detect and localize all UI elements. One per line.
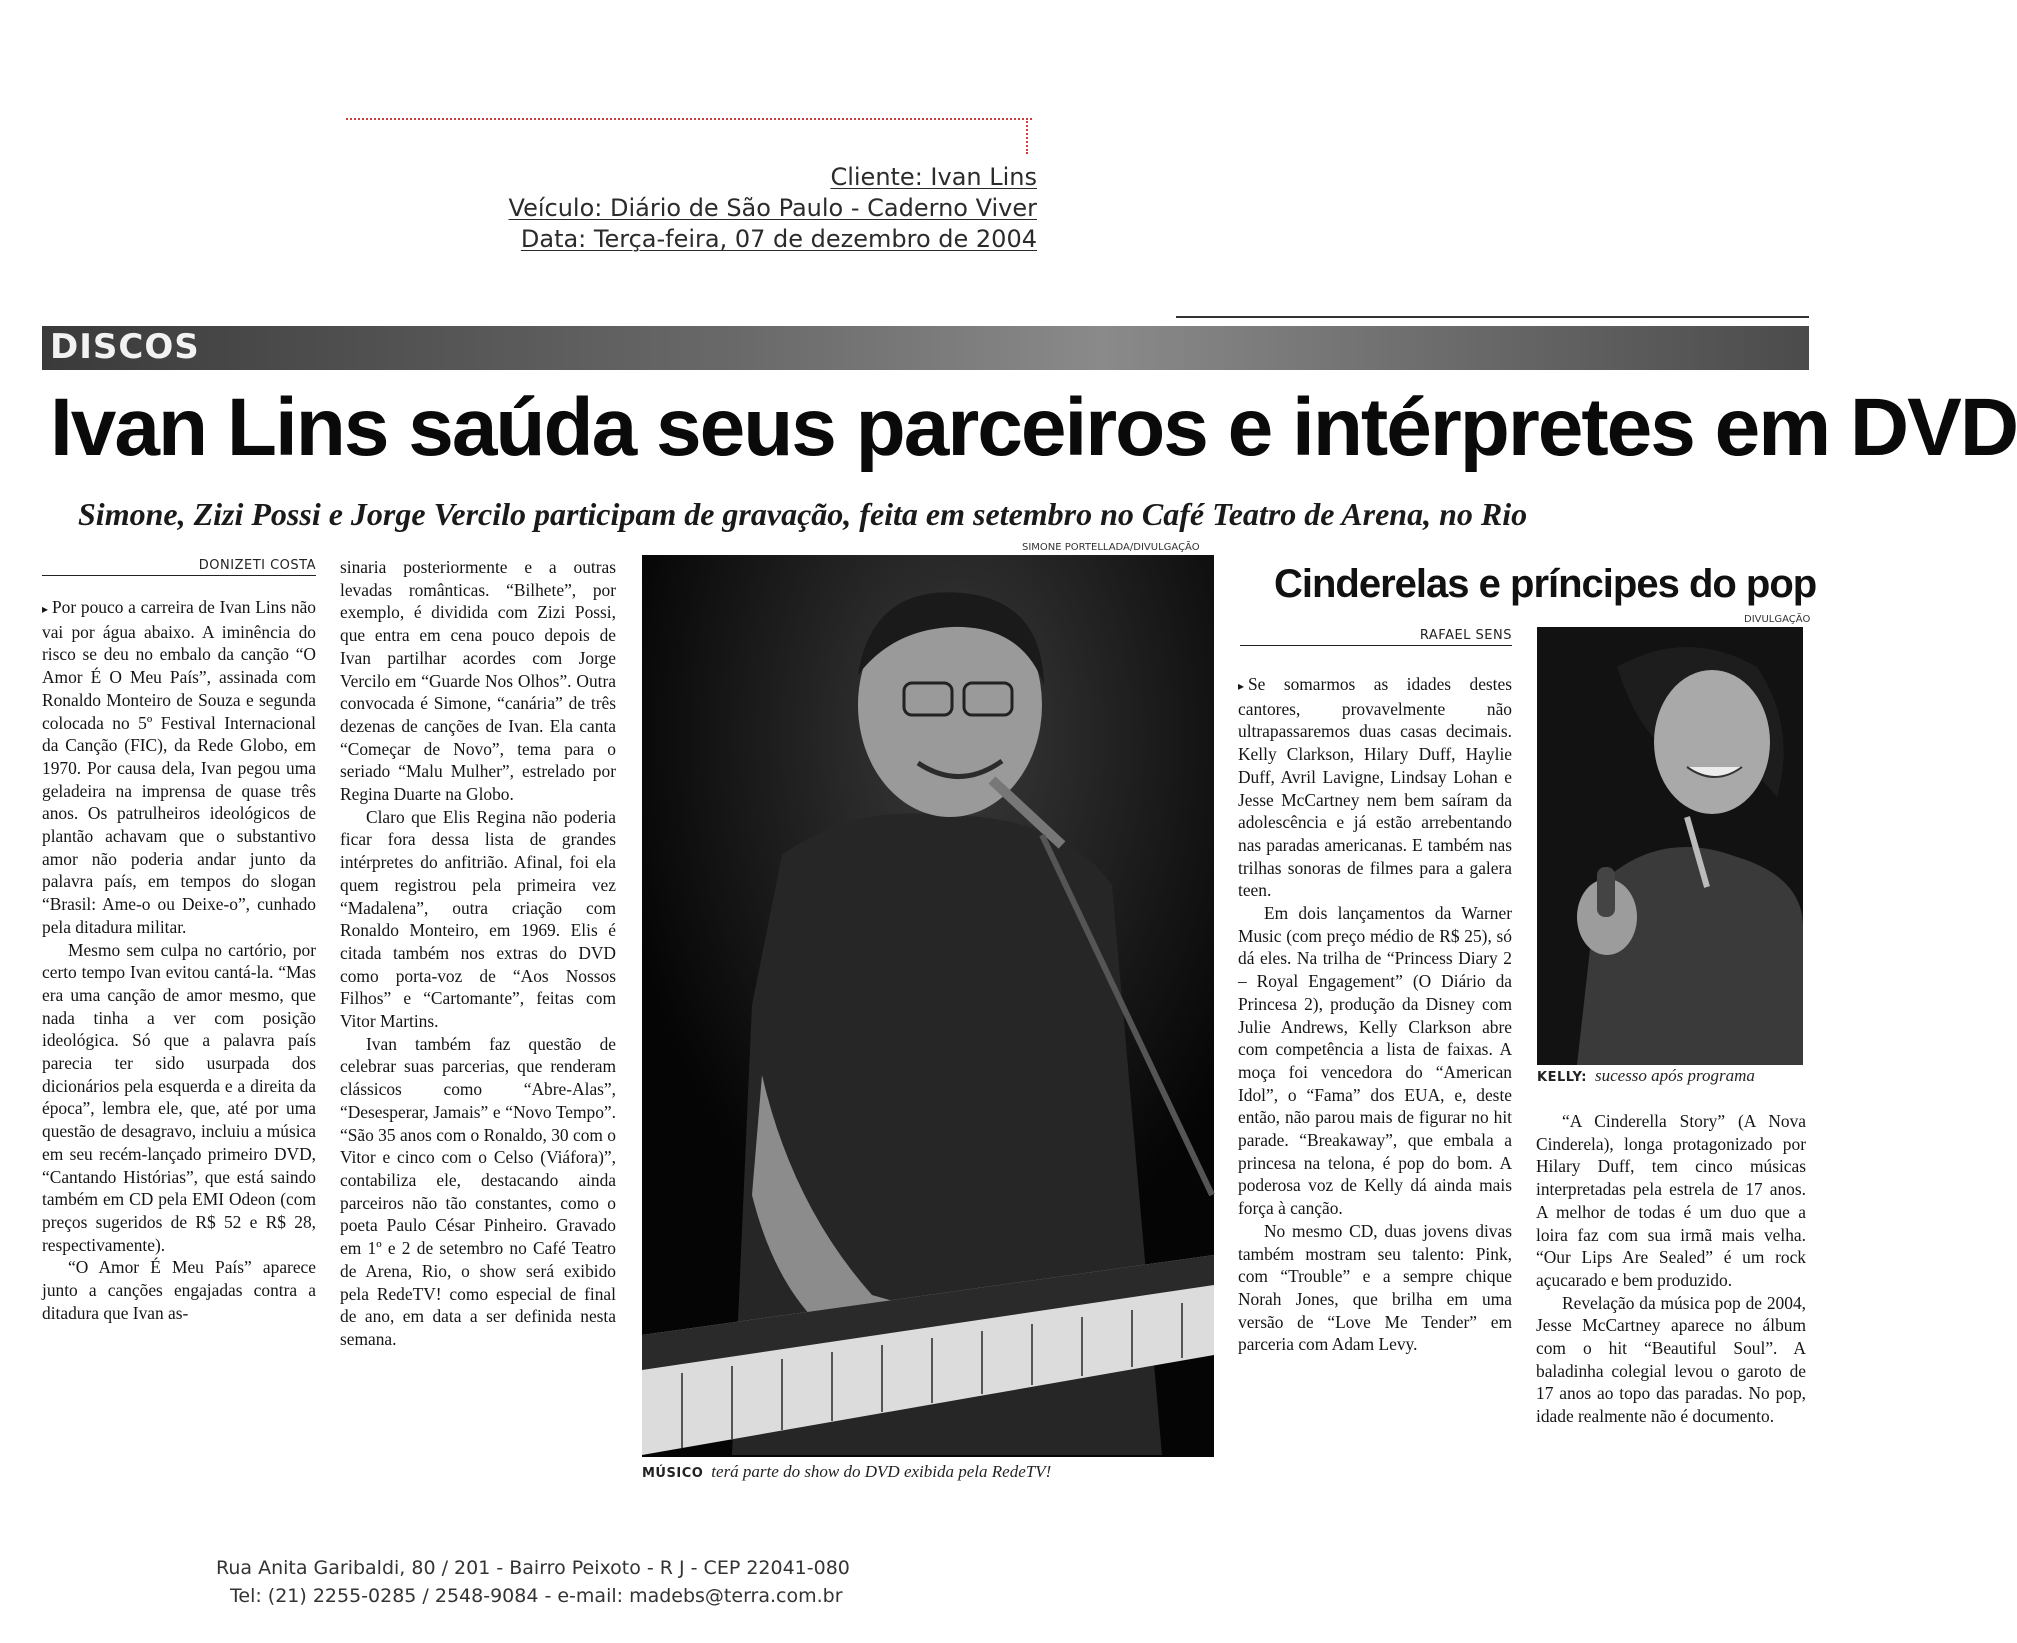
bullet-icon: ▸ xyxy=(1238,679,1245,693)
paragraph: Mesmo sem culpa no cartório, por certo tempo Ivan evitou cantá-la. “Mas era uma canção de amor mesmo, que nada tinha a ver com posição ideológica. Só que a palavra país parecia ter sido usurpada dos dicionários pela esquerda e a direita da época”, lembra ele, que, até por uma questão de desagravo, incluiu a música em seu recém-lançado primeiro DVD, “Cantando Histórias”, que está saindo também em CD pela EMI Odeon (com preços sugeridos de R$ 52 e R$ 28, respectivamente). xyxy=(42,939,316,1255)
musician-image xyxy=(642,555,1214,1457)
clipping-header xyxy=(509,162,1037,255)
paragraph: “A Cinderella Story” (A Nova Cinderela), longa protagonizado por Hilary Duff, tem cinco músicas interpretadas pela estrela de 17 anos. A melhor de todas é um duo que a loira faz com sua irmã mais velha. “Our Lips Are Sealed” é um rock açucarado e bem produzido. xyxy=(1536,1111,1806,1290)
side-article-title: Cinderelas e príncipes do pop xyxy=(1274,562,1817,606)
side-photo-caption xyxy=(1537,1066,1755,1086)
paragraph: “O Amor É Meu País” aparece junto a canções engajadas contra a ditadura que Ivan as- xyxy=(42,1257,316,1323)
main-byline: DONIZETI COSTA xyxy=(42,558,316,576)
caption-label: MÚSICO xyxy=(642,1466,704,1481)
paragraph: Claro que Elis Regina não poderia ficar fora dessa lista de grandes intérpretes do anfitrião. Afinal, foi ela quem registrou pela primeira vez “Madalena”, outra criação com Ronaldo Monteiro, em 1969. Elis é citada também nos extras do DVD como porta-voz de “Aos Nossos Filhos” e “Cartomante”, feitas com Vitor Martins. xyxy=(340,806,616,1032)
section-bar xyxy=(42,326,1809,370)
main-article-col-1 xyxy=(42,596,316,1325)
date-line: Data: Terça-feira, 07 de dezembro de 2004 xyxy=(520,225,1037,253)
paragraph: Revelação da música pop de 2004, Jesse McCartney aparece no álbum com o hit “Beautiful Soul”. A baladinha colegial levou o garoto de 17 anos ao topo das paradas. No pop, idade realmente não é documento. xyxy=(1536,1292,1806,1427)
main-article-col-2 xyxy=(340,556,616,1351)
footer-address: Rua Anita Garibaldi, 80 / 201 - Bairro Peixoto - R J - CEP 22041-080 xyxy=(216,1557,850,1579)
singer-image xyxy=(1537,627,1803,1065)
paragraph: ▸ Por pouco a carreira de Ivan Lins não vai por água abaixo. A iminência do risco se deu no embalo da canção “O Amor É O Meu País”, assinada com Ronaldo Monteiro de Souza e segunda colocada no 5º Festival Internacional da Canção (FIC), da Rede Globo, em 1970. Por causa dela, Ivan pegou uma geladeira na imprensa de quase três anos. Os patrulheiros ideológicos de plantão achavam que o substantivo amor não poderia andar junto da palavra país, em tempos do slogan “Brasil: Ame-o ou Deixe-o”, cunhado pela ditadura militar. xyxy=(42,597,316,937)
header-border-top xyxy=(346,118,1032,120)
section-label: DISCOS xyxy=(50,327,200,367)
caption-text: sucesso após programa xyxy=(1594,1066,1755,1085)
client-line: Cliente: Ivan Lins xyxy=(830,163,1037,191)
paragraph: Ivan também faz questão de celebrar suas parcerias, que renderam clássicos como “Abre-Alas”, “Desesperar, Jamais” e “Novo Tempo”. “São 35 anos com o Ronaldo, 30 com o Vitor e cinco com o Celso (Viáfora)”, contabiliza ele, destacando ainda parceiros não tão constantes, como o poeta Paulo César Pinheiro. Gravado em 1º e 2 de setembro no Café Teatro de Arena, Rio, o show será exibido pela RedeTV! como especial de final de ano, em data a ser definida nesta semana. xyxy=(340,1033,616,1349)
ivan-lins-photo xyxy=(642,555,1214,1457)
side-photo-credit: DIVULGAÇÃO xyxy=(1744,614,1811,625)
header-border-side xyxy=(1026,118,1028,154)
side-article-col-2 xyxy=(1536,1110,1806,1428)
paragraph: ▸ Se somarmos as idades destes cantores, provavelmente não ultrapassaremos duas casas decimais. Kelly Clarkson, Hilary Duff, Haylie Duff, Avril Lavigne, Lindsay Lohan e Jesse McCartney nem bem saíram da adolescência e já estão arrebentando nas paradas americanas. E também nas trilhas sonoras de filmes para a galera teen. xyxy=(1238,674,1512,901)
subhead: Simone, Zizi Possi e Jorge Vercilo participam de gravação, feita em setembro no Café Teatro de Arena, no Rio xyxy=(78,496,1528,532)
main-photo-credit: SIMONE PORTELLADA/DIVULGAÇÃO xyxy=(1022,542,1200,553)
footer-contact: Tel: (21) 2255-0285 / 2548-9084 - e-mail: madebs@terra.com.br xyxy=(230,1585,843,1607)
headline: Ivan Lins saúda seus parceiros e intérpretes em DVD xyxy=(50,382,2017,473)
side-article-col-1 xyxy=(1238,673,1512,1356)
paragraph: No mesmo CD, duas jovens divas também mostram seu talento: Pink, com “Trouble” e a sempre chique Norah Jones, que brilha em uma versão de “Love Me Tender” em parceria com Adam Levy. xyxy=(1238,1220,1512,1355)
caption-text: terá parte do show do DVD exibida pela RedeTV! xyxy=(711,1462,1052,1481)
main-photo-caption xyxy=(642,1462,1051,1482)
paragraph: Em dois lançamentos da Warner Music (com preço médio de R$ 25), só dá eles. Na trilha de “Princess Diary 2 – Royal Engagement” (O Diário da Princesa 2), produção da Disney com Julie Andrews, Kelly Clarkson abre com competência a lista de faixas. A moça foi vencedora do “American Idol”, o “Fama” dos EUA, e, deste então, não parou mais de figurar no hit parade. “Breakaway”, que embala a princesa na telona, é pop do bom. A poderosa voz de Kelly dá ainda mais força à canção. xyxy=(1238,903,1512,1219)
caption-label: KELLY: xyxy=(1537,1070,1587,1085)
section-rule xyxy=(1176,316,1809,318)
vehicle-line: Veículo: Diário de São Paulo - Caderno Viver xyxy=(508,194,1037,222)
paragraph: sinaria posteriormente e a outras levadas românticas. “Bilhete”, por exemplo, é dividida com Zizi Possi, que entra em cena pouco depois de Ivan partilhar acordes com Jorge Vercilo em “Guarde Nos Olhos”. Outra convocada é Simone, “canária” de três dezenas de canções de Ivan. Ela canta “Começar de Novo”, tema para o seriado “Malu Mulher”, estrelado por Regina Duarte na Globo. xyxy=(340,557,616,805)
side-byline: RAFAEL SENS xyxy=(1240,628,1512,646)
bullet-icon: ▸ xyxy=(42,602,49,616)
kelly-photo xyxy=(1537,627,1803,1065)
footer xyxy=(216,1554,850,1610)
